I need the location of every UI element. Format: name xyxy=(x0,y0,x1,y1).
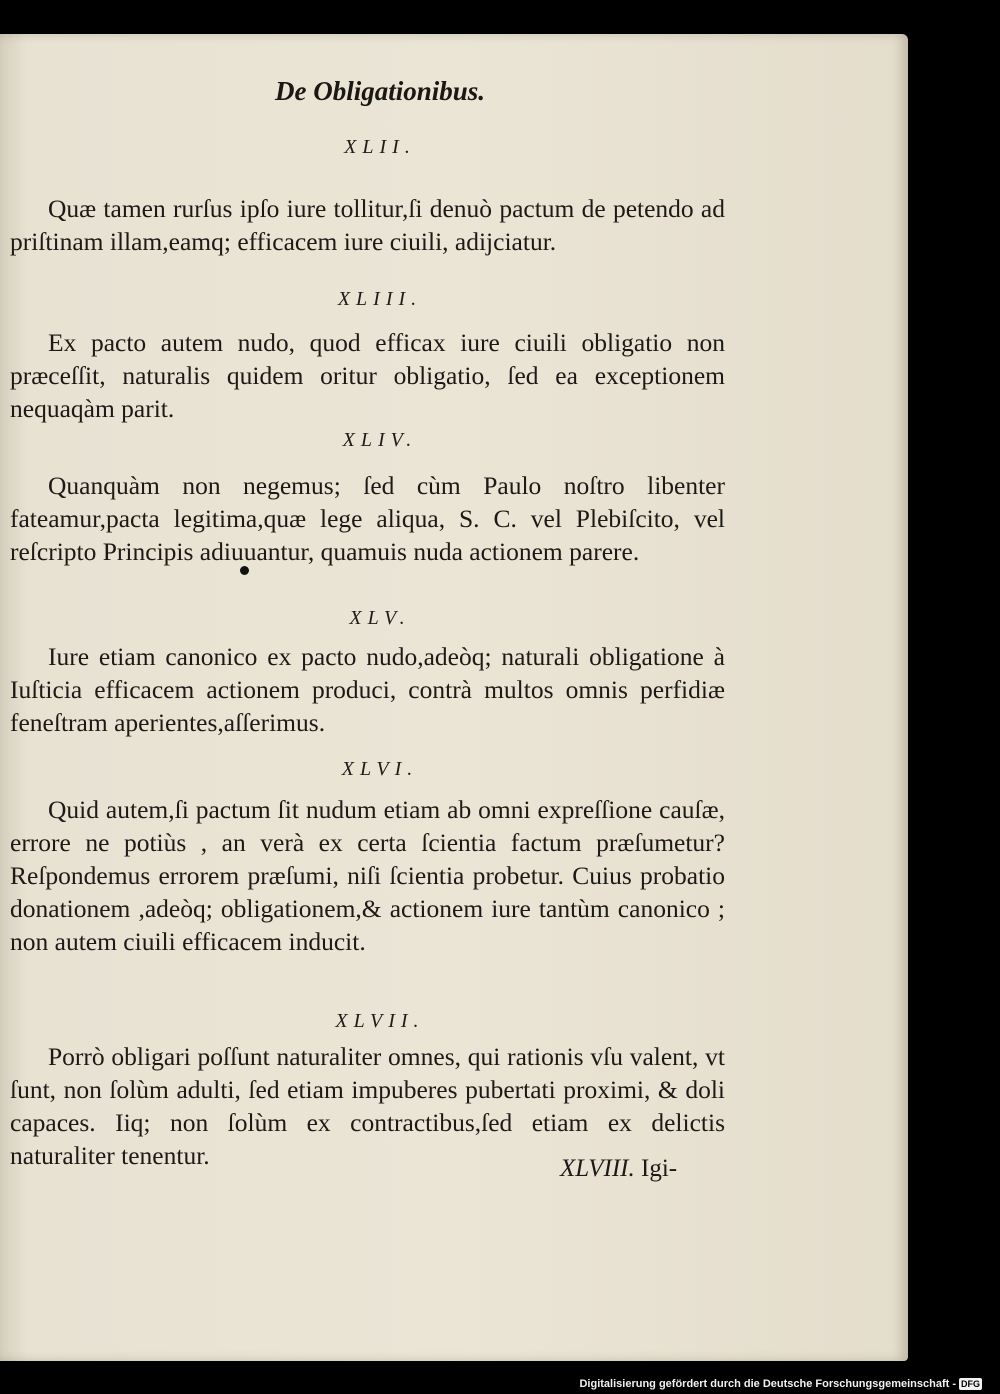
section-text: Porrò obligari poſſunt naturaliter omnes, qui rationis vſu valent, vt ſunt, non ſolùm adulti, ſed etiam impuberes pubertati proximi, & doli capaces. Iiq; non ſolùm ex contractibus,ſed etiam ex delictis naturaliter tenentur. xyxy=(10,1042,725,1170)
digitization-credit xyxy=(579,1378,982,1390)
footer-text: Digitalisierung gefördert durch die Deutsche Forschungsgemeinschaft - xyxy=(579,1378,956,1390)
section-numeral: XLIII. xyxy=(337,288,423,310)
section-text: Quanquàm non negemus; ſed cùm Paulo noſtro libenter fateamur,pacta legitima,quæ lege aliqua, S. C. vel Plebiſcito, vel reſcripto Principis adiuuantur, quamuis nuda actionem parere. xyxy=(10,471,725,566)
section-text: Iure etiam canonico ex pacto nudo,adeòq; naturali obligatione à Iuſticia efficacem actionem produci, contrà multos omnis perfidiæ feneſtram aperientes,aſſerimus. xyxy=(10,642,725,737)
page-header: De Obligationibus. xyxy=(274,76,486,106)
section-text: Quæ tamen rurſus ipſo iure tollitur,ſi denuò pactum de petendo ad priſtinam illam,eamq; efficacem iure ciuili, adijciatur. xyxy=(10,194,725,256)
section-numeral: XLV. xyxy=(349,607,411,629)
ink-dot xyxy=(240,566,249,575)
section-numeral: XLII. xyxy=(344,136,416,158)
section-text: Quid autem,ſi pactum ſit nudum etiam ab omni expreſſione cauſæ, errore ne potiùs , an verà ex certa ſcientia factum præſumetur? Reſpondemus errorem præſumi, niſi ſcientia probetur. Cuius probatio donationem ,adeòq; obligationem,& actionem iure tantùm canonico ; non autem ciuili efficacem inducit. xyxy=(10,795,725,956)
catchword xyxy=(560,1155,677,1183)
section-text: Ex pacto autem nudo, quod efficax iure ciuili obligatio non præceſſit, naturalis quidem oritur obligatio, ſed ea exceptionem nequaqàm parit. xyxy=(10,328,725,423)
catchword-numeral: XLVIII. xyxy=(560,1155,635,1182)
catchword-word: Igi- xyxy=(641,1155,678,1182)
section-numeral: XLVII. xyxy=(335,1010,425,1032)
section-numeral: XLVI. xyxy=(341,758,419,780)
section-numeral: XLIV. xyxy=(342,429,418,451)
dfg-logo-icon: DFG xyxy=(961,1379,980,1389)
